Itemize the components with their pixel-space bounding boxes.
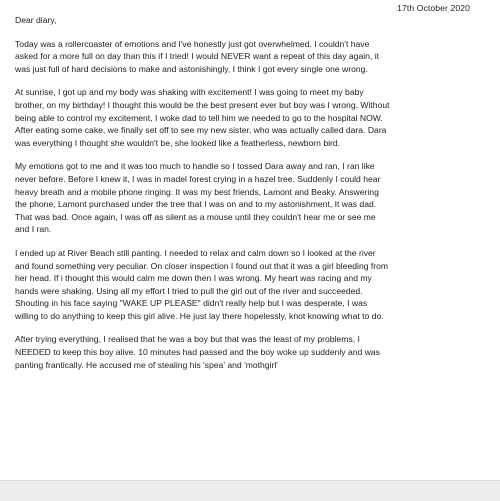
entry-date: 17th October 2020 <box>397 3 470 13</box>
text-line: willing to do anything to keep this girl alive. He just lay there hopelessly, knot knowing what to do. <box>15 310 384 321</box>
text-line: being able to control my excitement, I woke dad to tell him we needed to go to the hospital NOW. <box>15 112 383 123</box>
text-line: never before. Before I knew it, I was in madel forest crying in a hazel tree. Suddenly I could hear <box>15 173 381 184</box>
text-line: the phone, Lamont purchased under the tree that I was on and to my astonishment, It was dad. <box>15 199 377 210</box>
text-line: and I ran. <box>15 224 52 235</box>
text-line: and found something very peculiar. On closer inspection I found out that it was a girl bleeding from <box>15 260 389 271</box>
text-line: brother, on my birthday! I thought this would be the best present ever but boy was I wrong. Without <box>15 99 390 110</box>
text-line: heavy breath and a mobile phone ringing. It was my best friends, Lamont and Beaky. Answering <box>15 186 379 197</box>
text-line: her head. If i thought this would calm me down then I was wrong. My heart was racing and my <box>15 273 372 284</box>
paragraph <box>15 247 475 323</box>
text-line: Today was a rollercoaster of emotions and I've honestly just got overwhelmed. I couldn't have <box>15 38 370 49</box>
text-line: After eating some cake, we finally set off to see my new sister, who was actually called dara. Dara <box>15 125 387 136</box>
text-line: was just full of hard decisions to make and astonishingly, I think I got every single one wrong. <box>15 63 368 74</box>
text-line: NEEDED to keep this boy alive. 10 minutes had passed and the boy woke up suddenly and was <box>15 347 380 358</box>
paragraph <box>15 333 475 371</box>
text-line: Shouting in his face saying "WAKE UP PLEASE" didn't really help but I was desperate, I was <box>15 298 368 309</box>
text-line: After trying everything, I realised that he was a boy but that was the least of my problems, I <box>15 334 360 345</box>
salutation <box>15 14 475 27</box>
text-line: I ended up at River Beach still panting. I needed to relax and calm down so I looked at the river <box>15 247 376 258</box>
text-line: That was bad. Once again, I was off as silent as a mouse until they couldn't hear me or see me <box>15 211 376 222</box>
text-line: asked for a more full on day than this if I tried! I would NEVER want a repeat of this day again, it <box>15 51 379 62</box>
diary-body <box>15 14 475 382</box>
paragraph <box>15 86 475 149</box>
paragraph <box>15 160 475 236</box>
text-line: hands were shaking. Using all my effort I tried to pull the girl out of the river and succeeded. <box>15 285 363 296</box>
bottom-bar <box>0 480 500 501</box>
text-line: At sunrise, I got up and my body was shaking with excitement! I was going to meet my baby <box>15 87 364 98</box>
salutation-line: Dear diary, <box>15 15 57 25</box>
paragraph <box>15 38 475 76</box>
text-line: My emotions got to me and it was too much to handle so I tossed Dara away and ran, I ran like <box>15 161 375 172</box>
text-line: was everything I thought she wouldn't be, she looked like a featherless, newborn bird. <box>15 137 341 148</box>
text-line: panting frantically. He accused me of stealing his 'spea' and 'mothgirl' <box>15 359 278 370</box>
paragraphs <box>15 38 475 372</box>
